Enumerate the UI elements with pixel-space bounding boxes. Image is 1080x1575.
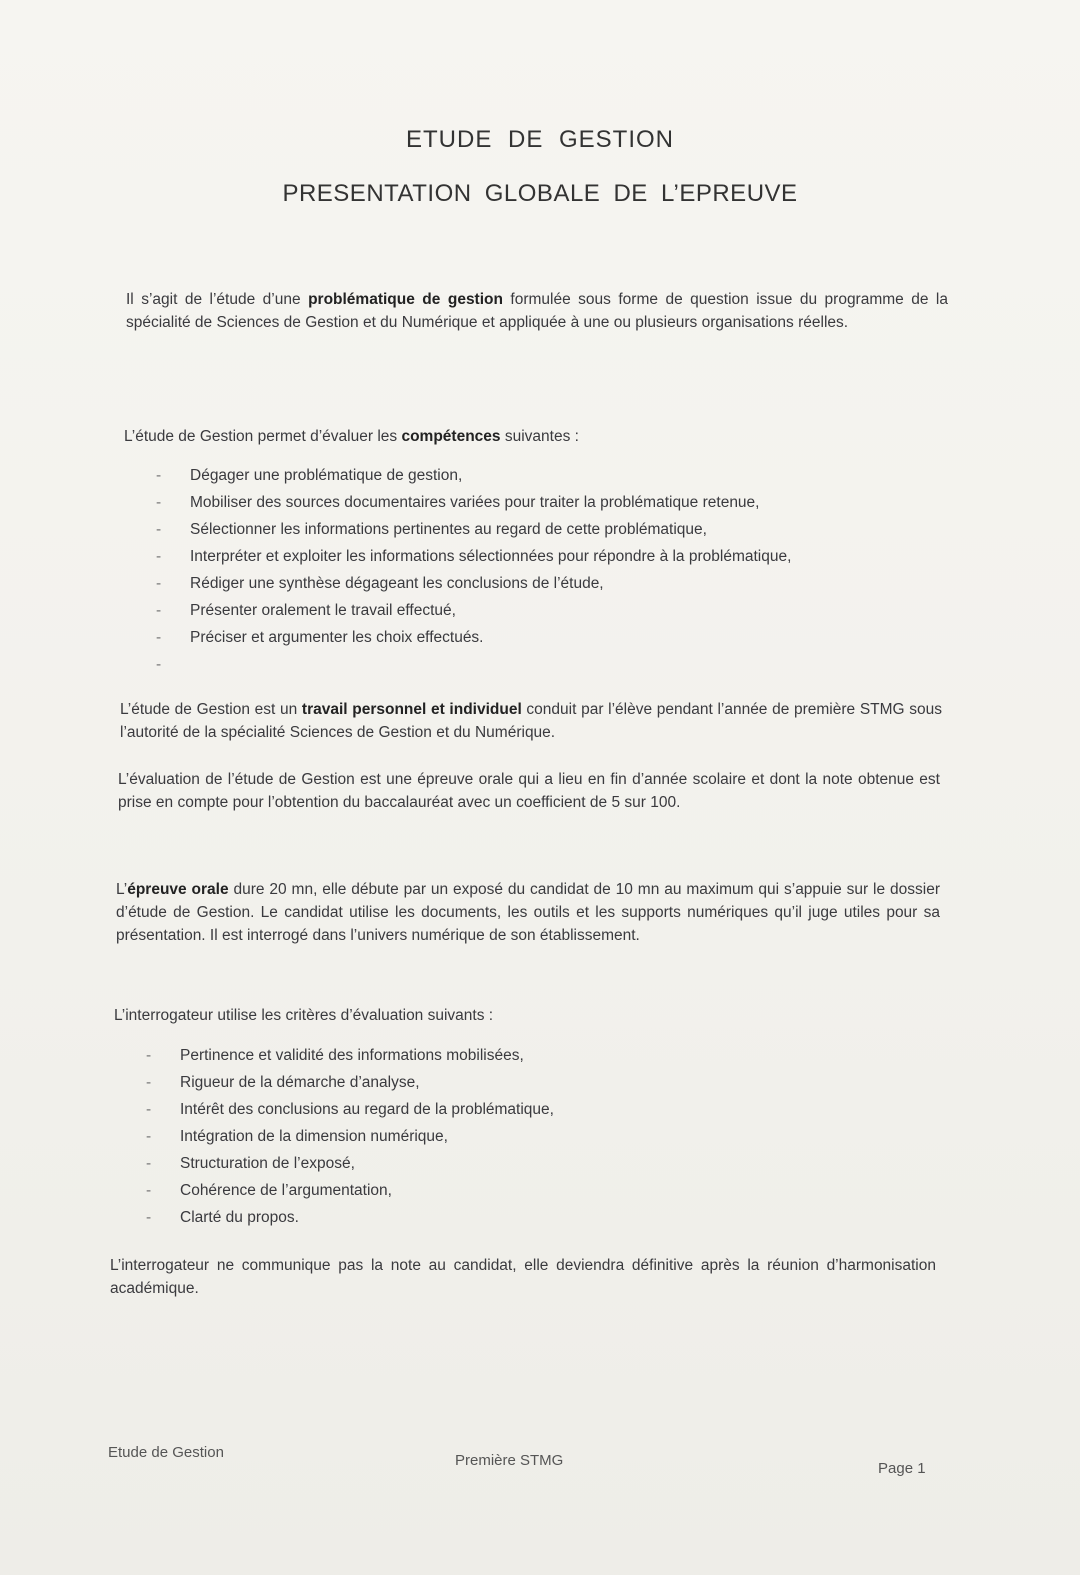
list-item: - Dégager une problématique de gestion, (156, 467, 463, 484)
list-item: - Préciser et argumenter les choix effectués. (156, 629, 484, 646)
criteres-list (146, 1042, 554, 1231)
list-item: - Clarté du propos. (146, 1209, 299, 1226)
document-title: ETUDE DE GESTION (405, 126, 675, 153)
list-item: - Cohérence de l’argumentation, (146, 1182, 392, 1199)
competences-lead: L’étude de Gestion permet d’évaluer les compétences suivantes : (124, 428, 579, 445)
list-item: - Rigueur de la démarche d’analyse, (146, 1074, 420, 1091)
criteres-lead: L’interrogateur utilise les critères d’évaluation suivants : (114, 1007, 494, 1024)
footer-page-number: Page 1 (878, 1460, 926, 1477)
list-item: - Sélectionner les informations pertinentes au regard de cette problématique, (156, 521, 707, 538)
list-item: - Présenter oralement le travail effectué, (156, 602, 456, 619)
travail-paragraph: L’étude de Gestion est un travail personnel et individuel conduit par l’élève pendant l’année de première STMG sous l’autorité de la spécialité Sciences de Gestion et du Numérique. (120, 701, 943, 741)
list-item: - Structuration de l’exposé, (146, 1155, 355, 1172)
list-item: - Pertinence et validité des informations mobilisées, (146, 1047, 524, 1064)
footer-left: Etude de Gestion (108, 1444, 224, 1461)
document-subtitle: PRESENTATION GLOBALE DE L’EPREUVE (282, 180, 798, 207)
list-item: - Rédiger une synthèse dégageant les conclusions de l’étude, (156, 575, 604, 592)
list-item: - Mobiliser des sources documentaires variées pour traiter la problématique retenue, (156, 494, 760, 511)
list-item: - Intégration de la dimension numérique, (146, 1128, 448, 1145)
list-item: - Interpréter et exploiter les informations sélectionnées pour répondre à la problématique, (156, 548, 792, 565)
closing-paragraph: L’interrogateur ne communique pas la note au candidat, elle deviendra définitive après la réunion d’harmonisation académique. (110, 1257, 936, 1297)
intro-paragraph: Il s’agit de l’étude d’une problématique de gestion formulée sous forme de question issue du programme de la spécialité de Sciences de Gestion et du Numérique et appliquée à une ou plusieurs organisations réelles. (126, 291, 948, 331)
epreuve-paragraph: L’épreuve orale dure 20 mn, elle débute par un exposé du candidat de 10 mn au maximum qui s’appuie sur le dossier d’étude de Gestion. Le candidat utilise les documents, les outils et les supports numériques qu’il juge utiles pour sa présentation. Il est interrogé dans l’univers numérique de son établissement. (116, 881, 940, 944)
list-item: - Intérêt des conclusions au regard de la problématique, (146, 1101, 554, 1118)
evaluation-paragraph: L’évaluation de l’étude de Gestion est une épreuve orale qui a lieu en fin d’année scolaire et dont la note obtenue est prise en compte pour l’obtention du baccalauréat avec un coefficient de 5 sur 100. (118, 771, 940, 811)
competences-list: - Dégager une problématique de gestion, - Mobiliser des sources documentaires variées pour traiter la problématique retenue, - Sélectionner les informations pertinentes au regard de cette problématique, - Interpréter et exploiter les informations sélectionnées pour répondre à la problématique, - Rédiger une synthèse dégageant les conclusions de l’étude, - Présenter oralement le travail effectué, - Préciser et argumenter les choix effectués. - (156, 462, 791, 651)
footer-center: Première STMG (455, 1452, 564, 1469)
